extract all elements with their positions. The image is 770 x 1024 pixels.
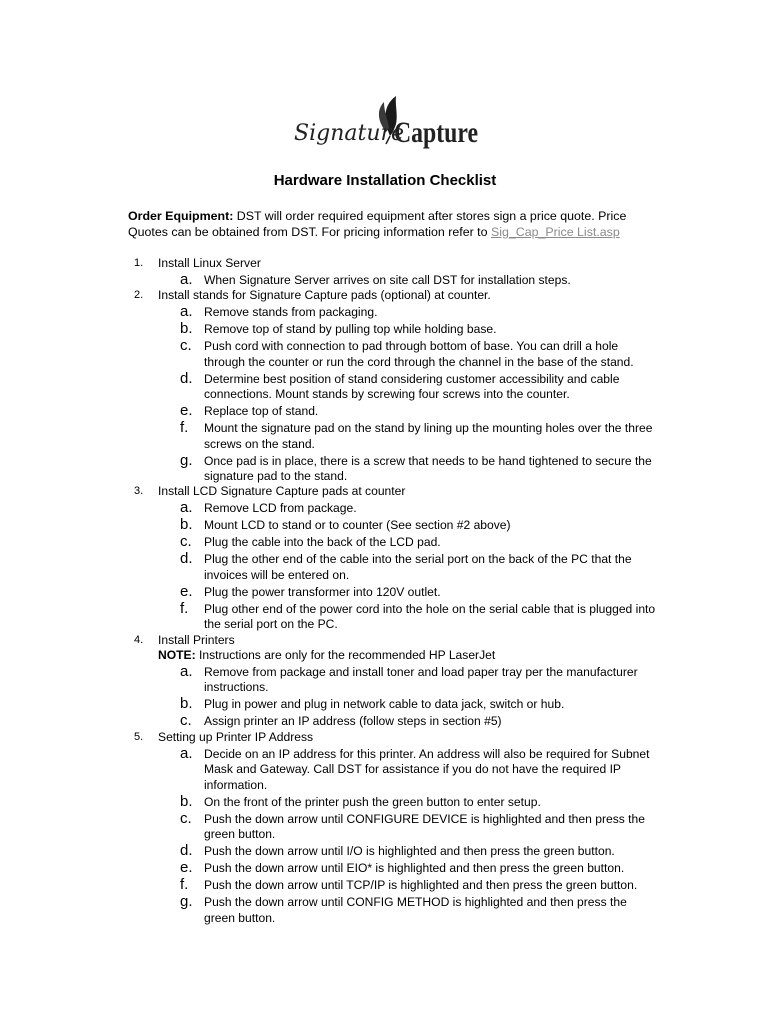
step-text: Push the down arrow until EIO* is highlighted and then press the green button. (204, 861, 625, 876)
step-letter: d. (180, 842, 193, 860)
checklist-step (0, 552, 770, 583)
checklist-step (0, 518, 770, 533)
step-letter: a. (180, 499, 193, 517)
signature-capture-logo (292, 92, 482, 158)
step-text: Plug other end of the power cord into the hole on the serial cable that is plugged into the serial port on the PC. (204, 601, 656, 632)
section-title: Install Linux Server (158, 256, 261, 270)
step-letter: d. (180, 550, 193, 568)
section-title: Install LCD Signature Capture pads at counter (158, 484, 406, 499)
step-letter: c. (180, 533, 192, 551)
step-text: Assign printer an IP address (follow steps in section #5) (204, 714, 502, 729)
step-text: Replace top of stand. (204, 404, 319, 419)
checklist-step (0, 861, 770, 876)
step-letter: b. (180, 792, 193, 810)
step-text: Mount the signature pad on the stand by lining up the mounting holes over the three screws on the stand. (204, 421, 653, 451)
checklist-section (0, 484, 770, 499)
section-title: Install stands for Signature Capture pads (optional) at counter. (158, 288, 491, 303)
step-text: Push the down arrow until I/O is highlighted and then press the green button. (204, 844, 615, 859)
order-equipment-text: DST will order required equipment after stores sign a price quote. Price Quotes can be obtained from DST. For pricing information refer to (128, 209, 627, 239)
step-letter: e. (180, 859, 193, 877)
checklist-step (0, 305, 770, 320)
step-text: Plug in power and plug in network cable to data jack, switch or hub. (204, 697, 565, 712)
section-title: Install Printers (158, 632, 235, 647)
step-text: Mount LCD to stand or to counter (See section #2 above) (204, 518, 511, 533)
step-letter: b. (180, 320, 193, 338)
step-letter: b. (180, 516, 193, 534)
step-letter: a. (180, 744, 193, 762)
checklist-step (0, 535, 770, 550)
checklist-step (0, 369, 770, 403)
step-letter: a. (180, 271, 193, 288)
step-text: Plug the cable into the back of the LCD pad. (204, 535, 441, 550)
checklist-step (0, 451, 770, 485)
checklist-section (0, 256, 770, 271)
section-number: 4. (134, 633, 144, 646)
note-text: Instructions are only for the recommended HP LaserJet (199, 648, 496, 663)
checklist-step (0, 582, 770, 600)
section-number: 5. (134, 730, 144, 743)
checklist-step (0, 895, 770, 926)
price-list-link[interactable]: Sig_Cap_Price List.asp (490, 225, 620, 239)
step-letter: a. (180, 663, 193, 681)
step-text: Plug the power transformer into 120V outlet. (204, 584, 441, 599)
step-letter: c. (180, 712, 192, 730)
step-text: When Signature Server arrives on site call DST for installation steps. (204, 273, 571, 287)
step-text: Push the down arrow until CONFIGURE DEVICE is highlighted and then press the green button. (204, 811, 645, 842)
step-letter: f. (180, 876, 189, 894)
step-letter: e. (180, 402, 193, 420)
step-letter: f. (180, 419, 189, 437)
step-text: On the front of the printer push the green button to enter setup. (204, 794, 541, 809)
step-text: Once pad is in place, there is a screw that needs to be hand tightened to secure the signature pad to the stand. (204, 453, 652, 484)
step-letter: g. (180, 893, 193, 911)
step-letter: d. (180, 369, 193, 387)
checklist-step (0, 339, 770, 370)
checklist-step (0, 792, 770, 810)
step-text: Remove top of stand by pulling top while holding base. (204, 322, 497, 337)
checklist-step (0, 744, 770, 793)
checklist-step (0, 844, 770, 859)
step-letter: b. (180, 695, 193, 713)
step-text: Push cord with connection to pad through bottom of base. You can drill a hole through the counter or run the cord through the channel in the base of the stand. (204, 339, 634, 369)
step-text: Push the down arrow until TCP/IP is highlighted and then press the green button. (204, 878, 638, 893)
checklist-step (0, 404, 770, 419)
step-text: Plug the other end of the cable into the serial port on the back of the PC that the invoices will be entered on. (204, 552, 632, 582)
step-letter: e. (180, 582, 193, 600)
section-number: 1. (134, 257, 144, 269)
step-text: Decide on an IP address for this printer. An address will also be required for Subnet Mask and Gateway. Call DST for assistance if you do not have the required IP information. (204, 746, 650, 792)
step-letter: g. (180, 451, 193, 469)
order-equipment-paragraph (128, 208, 658, 240)
step-letter: c. (180, 337, 192, 355)
checklist-section (0, 730, 770, 745)
step-text: Remove from package and install toner and load paper tray per the manufacturer instructions. (204, 665, 638, 695)
logo-signature-text: Signature (294, 121, 405, 146)
step-letter: f. (180, 599, 189, 617)
checklist (0, 256, 770, 926)
checklist-step (0, 501, 770, 516)
section-number: 3. (134, 485, 144, 498)
step-text: Determine best position of stand considering customer accessibility and cable connections. Mount stands by screwing four screws into the counter. (204, 371, 620, 402)
checklist-section (0, 633, 770, 648)
checklist-step (0, 322, 770, 337)
checklist-step (0, 878, 770, 893)
checklist-step (0, 697, 770, 712)
checklist-section (0, 288, 770, 303)
step-text: Remove stands from packaging. (204, 305, 378, 320)
section-note (0, 648, 770, 663)
section-title: Setting up Printer IP Address (158, 729, 314, 744)
order-equipment-label: Order Equipment: (128, 209, 234, 223)
step-text: Push the down arrow until CONFIG METHOD is highlighted and then press the green button. (204, 895, 627, 925)
step-text: Remove LCD from package. (204, 501, 357, 516)
checklist-step (0, 665, 770, 696)
note-label: NOTE: (158, 648, 196, 663)
checklist-step (0, 273, 770, 288)
section-number: 2. (134, 289, 144, 302)
checklist-step (0, 599, 770, 633)
step-letter: c. (180, 809, 192, 827)
checklist-step (0, 714, 770, 729)
step-letter: a. (180, 303, 193, 321)
logo-capture-text: Capture (394, 116, 478, 149)
checklist-step (0, 809, 770, 843)
checklist-step (0, 421, 770, 452)
page-title: Hardware Installation Checklist (273, 172, 497, 189)
